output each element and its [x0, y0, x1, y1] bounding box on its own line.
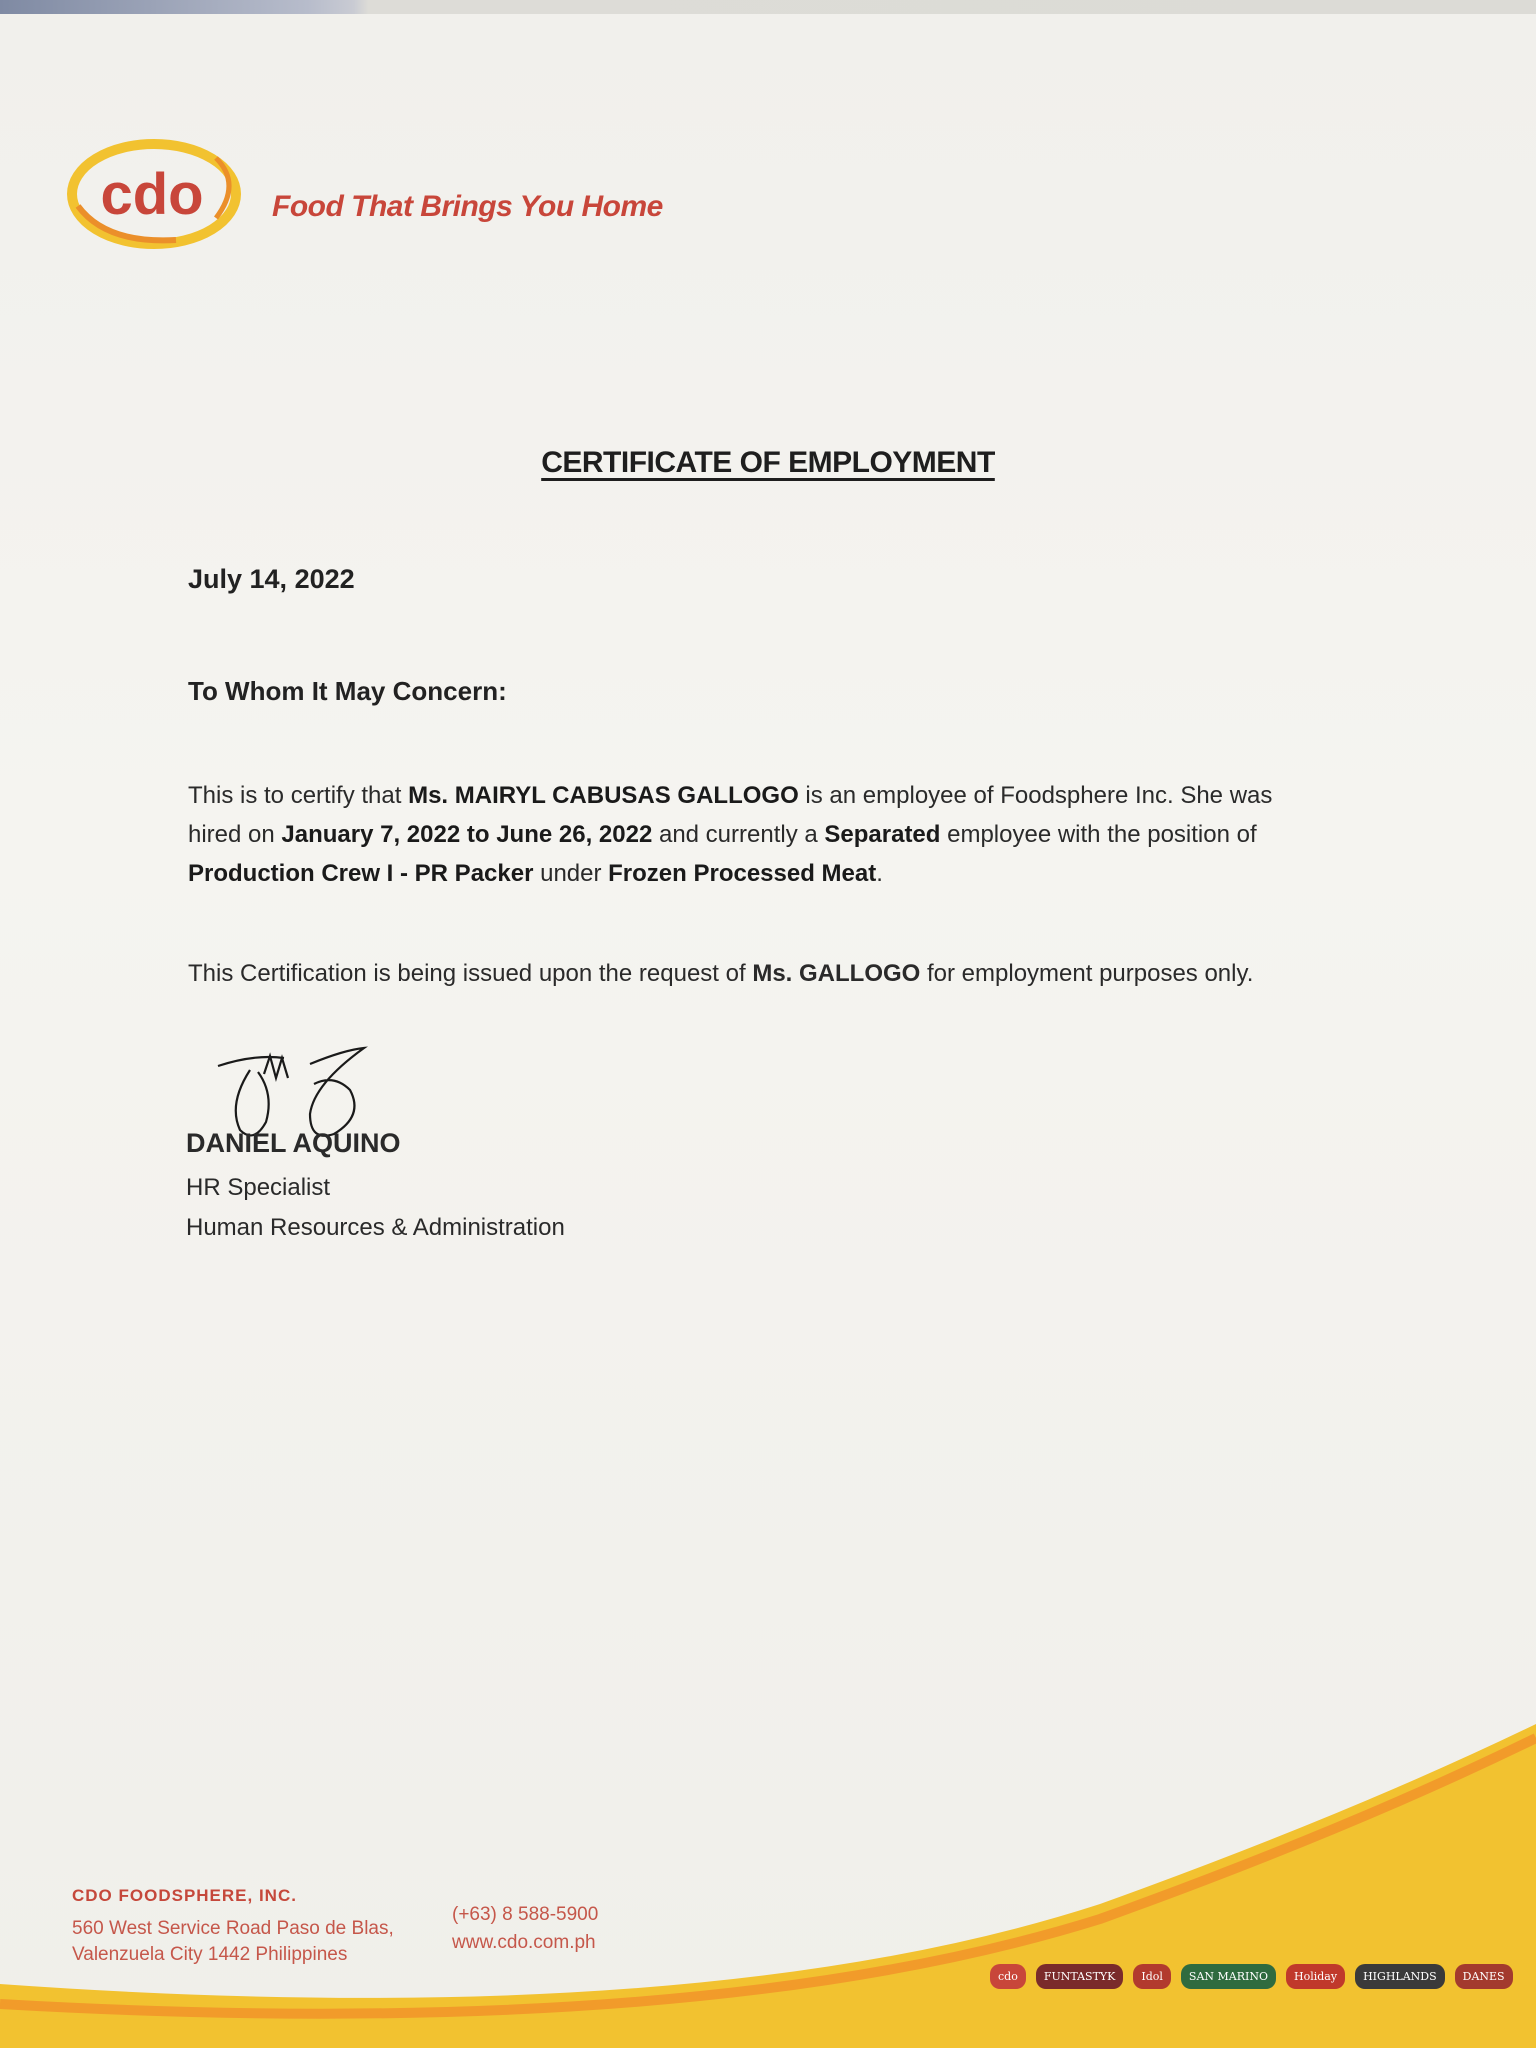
brand-logo-holiday: Holiday: [1286, 1964, 1345, 1989]
brand-logo-funtastyk: FUNTASTYK: [1036, 1964, 1124, 1989]
svg-text:cdo: cdo: [100, 162, 204, 227]
document-page: [0, 14, 1536, 2048]
requester-name: Ms. GALLOGO: [752, 960, 921, 987]
employment-status: Separated: [824, 821, 941, 848]
signatory-title: HR Specialist: [186, 1174, 331, 1201]
employee-department: Frozen Processed Meat: [608, 860, 877, 887]
footer-address-line2: Valenzuela City 1442 Philippines: [72, 1944, 348, 1965]
document-title: CERTIFICATE OF EMPLOYMENT: [541, 446, 995, 479]
cdo-logo: [66, 136, 242, 252]
footer-swoosh: [0, 1704, 1536, 2048]
certification-paragraph: This is to certify that Ms. MAIRYL CABUSAS GALLOGO is an employee of Foodsphere Inc. She was hired on January 7, 2022 to June 26, 2022 and currently a Separated employee with the position of Production Crew I - PR Packer under Frozen Processed Meat.: [188, 782, 1273, 887]
brand-logos: [990, 1964, 1513, 1989]
brand-logo-highlands: HIGHLANDS: [1355, 1964, 1445, 1989]
employment-period: January 7, 2022 to June 26, 2022: [281, 821, 653, 848]
brand-logo-idol: Idol: [1133, 1964, 1171, 1989]
signatory-department: Human Resources & Administration: [186, 1214, 565, 1241]
brand-logo-danes: DANES: [1455, 1964, 1513, 1989]
footer-company-name: CDO FOODSPHERE, INC.: [72, 1886, 297, 1905]
employee-position: Production Crew I - PR Packer: [188, 860, 534, 887]
brand-logo-cdo: cdo: [990, 1964, 1026, 1989]
tagline: Food That Brings You Home: [272, 190, 663, 223]
employee-name: Ms. MAIRYL CABUSAS GALLOGO: [408, 782, 799, 809]
footer-website: www.cdo.com.ph: [452, 1932, 596, 1953]
document-date: July 14, 2022: [188, 564, 355, 594]
signatory-name: DANIEL AQUINO: [186, 1128, 401, 1158]
salutation: To Whom It May Concern:: [188, 676, 507, 706]
footer-phone: (+63) 8 588-5900: [452, 1904, 599, 1925]
footer-address-line1: 560 West Service Road Paso de Blas,: [72, 1918, 394, 1939]
purpose-paragraph: This Certification is being issued upon the request of Ms. GALLOGO for employment purposes only.: [188, 960, 1254, 987]
top-edge-background: [0, 0, 1536, 14]
brand-logo-san-marino: SAN MARINO: [1181, 1964, 1276, 1989]
